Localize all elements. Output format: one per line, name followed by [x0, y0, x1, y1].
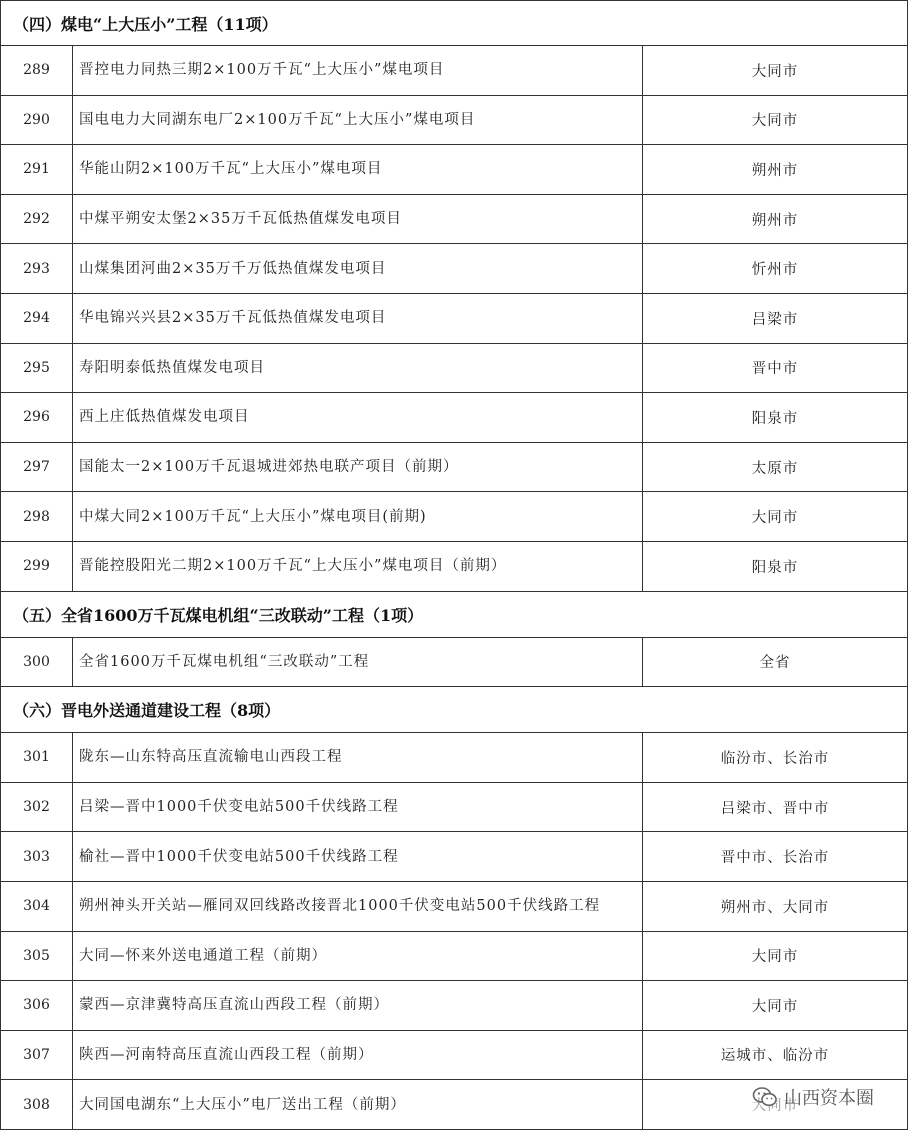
- project-name: 榆社—晋中1000千伏变电站500千伏线路工程: [73, 832, 643, 881]
- row-number: 294: [1, 294, 73, 343]
- section-header: [1, 0, 907, 46]
- watermark: [748, 1082, 878, 1112]
- row-number: 293: [1, 244, 73, 293]
- project-location: 大同市: [751, 113, 799, 130]
- project-location: 运城市、临汾市: [720, 1048, 830, 1065]
- row-number: 298: [1, 492, 73, 541]
- section-header: [1, 592, 907, 638]
- project-name: 中煤大同2×100万千瓦“上大压小”煤电项目(前期): [73, 492, 643, 541]
- wechat-icon: [752, 1086, 778, 1108]
- row-number: 304: [1, 882, 73, 931]
- project-location: 晋中市、长治市: [720, 850, 830, 867]
- table-row: [1, 832, 907, 882]
- project-location: 太原市: [751, 460, 799, 477]
- table-row: [1, 932, 907, 982]
- project-name: 大同国电湖东“上大压小”电厂送出工程（前期）: [73, 1080, 643, 1129]
- project-name: 蒙西—京津冀特高压直流山西段工程（前期）: [73, 981, 643, 1030]
- project-name: 国能太一2×100万千瓦退城进郊热电联产项目（前期）: [73, 443, 643, 492]
- table-row: [1, 638, 907, 688]
- project-location: 朔州市: [751, 162, 799, 179]
- table-row: [1, 733, 907, 783]
- section-title: （六）晋电外送通道建设工程（8项）: [13, 701, 281, 721]
- table-row: [1, 882, 907, 932]
- project-location: 临汾市、长治市: [720, 750, 830, 767]
- project-name: 晋能控股阳光二期2×100万千瓦“上大压小”煤电项目（前期）: [73, 542, 643, 591]
- project-location: 吕梁市、晋中市: [720, 800, 830, 817]
- project-name: 寿阳明泰低热值煤发电项目: [73, 344, 643, 393]
- table-row: [1, 46, 907, 96]
- project-location: 全省: [759, 655, 791, 672]
- table-row: [1, 195, 907, 245]
- project-name: 山煤集团河曲2×35万千万低热值煤发电项目: [73, 244, 643, 293]
- row-number: 308: [1, 1080, 73, 1129]
- section-title: （四）煤电“上大压小”工程（11项）: [13, 14, 278, 34]
- row-number: 306: [1, 981, 73, 1030]
- table-row: [1, 783, 907, 833]
- project-name: 朔州神头开关站—雁同双回线路改接晋北1000千伏变电站500千伏线路工程: [73, 882, 643, 931]
- table-row: [1, 1031, 907, 1081]
- project-name: 陇东—山东特高压直流输电山西段工程: [73, 733, 643, 782]
- project-location: 大同市: [751, 63, 799, 80]
- project-name: 吕梁—晋中1000千伏变电站500千伏线路工程: [73, 783, 643, 832]
- row-number: 303: [1, 832, 73, 881]
- project-location: 阳泉市: [751, 559, 799, 576]
- table-row: [1, 393, 907, 443]
- row-number: 301: [1, 733, 73, 782]
- table-row: [1, 294, 907, 344]
- project-name: 西上庄低热值煤发电项目: [73, 393, 643, 442]
- section-title: （五）全省1600万千瓦煤电机组“三改联动”工程（1项）: [13, 605, 424, 625]
- row-number: 289: [1, 46, 73, 95]
- project-location: 朔州市、大同市: [720, 899, 830, 916]
- section-header: [1, 687, 907, 733]
- project-name: 华能山阴2×100万千瓦“上大压小”煤电项目: [73, 145, 643, 194]
- watermark-text: 山西资本圈: [784, 1088, 874, 1109]
- project-name: 晋控电力同热三期2×100万千瓦“上大压小”煤电项目: [73, 46, 643, 95]
- row-number: 291: [1, 145, 73, 194]
- row-number: 292: [1, 195, 73, 244]
- project-location: 大同市: [751, 998, 799, 1015]
- table-row: [1, 344, 907, 394]
- table-row: [1, 96, 907, 146]
- project-name: 华电锦兴兴县2×35万千瓦低热值煤发电项目: [73, 294, 643, 343]
- row-number: 297: [1, 443, 73, 492]
- table-row: [1, 145, 907, 195]
- table-row: [1, 443, 907, 493]
- project-location: 大同市: [751, 510, 799, 527]
- project-location: 阳泉市: [751, 410, 799, 427]
- project-location: 大同市: [751, 949, 799, 966]
- project-location: 忻州市: [751, 262, 799, 279]
- table-row: [1, 492, 907, 542]
- project-name: 全省1600万千瓦煤电机组“三改联动”工程: [73, 638, 643, 687]
- project-name: 中煤平朔安太堡2×35万千瓦低热值煤发电项目: [73, 195, 643, 244]
- row-number: 299: [1, 542, 73, 591]
- project-location: 晋中市: [751, 361, 799, 378]
- project-location: 朔州市: [751, 212, 799, 229]
- table-row: [1, 542, 907, 592]
- row-number: 307: [1, 1031, 73, 1080]
- row-number: 305: [1, 932, 73, 981]
- project-name: 大同—怀来外送电通道工程（前期）: [73, 932, 643, 981]
- row-number: 302: [1, 783, 73, 832]
- row-number: 300: [1, 638, 73, 687]
- row-number: 290: [1, 96, 73, 145]
- row-number: 296: [1, 393, 73, 442]
- table-row: [1, 981, 907, 1031]
- table-row: [1, 244, 907, 294]
- project-name: 陕西—河南特高压直流山西段工程（前期）: [73, 1031, 643, 1080]
- project-name: 国电电力大同湖东电厂2×100万千瓦“上大压小”煤电项目: [73, 96, 643, 145]
- row-number: 295: [1, 344, 73, 393]
- project-location: 吕梁市: [751, 311, 799, 328]
